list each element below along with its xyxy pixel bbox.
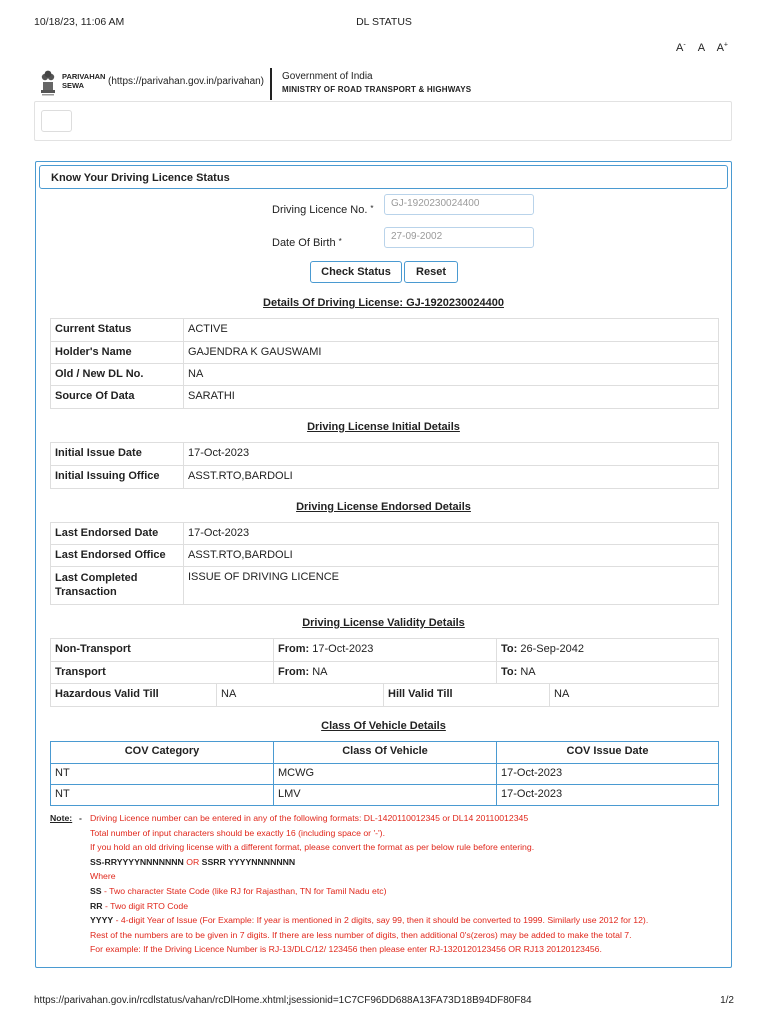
table-cell: NT (51, 785, 274, 806)
font-decrease-button[interactable] (676, 42, 686, 54)
format-or: OR (183, 856, 202, 867)
detail-value: 17-Oct-2023 (184, 443, 719, 466)
government-label: Government of India (282, 71, 373, 82)
note-line (90, 913, 720, 928)
table-row (51, 342, 719, 364)
detail-value: NA (184, 364, 719, 386)
national-emblem-icon (38, 68, 58, 96)
table-row (51, 639, 719, 662)
table-row (51, 567, 719, 605)
note-line (90, 899, 720, 914)
detail-value: ISSUE OF DRIVING LICENCE (184, 567, 719, 605)
details-title: Details Of Driving License: GJ-1920230024400 (263, 297, 504, 309)
endorsed-details-title: Driving License Endorsed Details (296, 501, 471, 513)
format-b: SSRR YYYYNNNNNNN (201, 856, 296, 867)
print-title: DL STATUS (356, 16, 412, 28)
menu-toggle-button[interactable] (41, 110, 72, 132)
validity-from (274, 662, 497, 684)
dl-number-input[interactable]: GJ-1920230024400 (384, 194, 534, 215)
detail-key: Source Of Data (51, 386, 184, 409)
reset-button[interactable]: Reset (404, 261, 458, 283)
dl-number-label-text: Driving Licence No. (272, 204, 368, 216)
from-value: 17-Oct-2023 (312, 643, 374, 655)
font-decrease-sup: - (683, 41, 686, 48)
detail-value: ACTIVE (184, 319, 719, 342)
to-label: To: (501, 643, 518, 655)
hazardous-value: NA (217, 684, 384, 707)
hazard-hill-table (50, 683, 719, 707)
detail-key: Last Endorsed Date (51, 523, 184, 545)
font-increase-sup: + (723, 41, 728, 48)
detail-key: Current Status (51, 319, 184, 342)
validity-key: Transport (51, 662, 274, 684)
validity-table (50, 638, 719, 684)
detail-value: ASST.RTO,BARDOLI (184, 545, 719, 567)
table-row (51, 662, 719, 684)
detail-key: Initial Issue Date (51, 443, 184, 466)
detail-value: GAJENDRA K GAUSWAMI (184, 342, 719, 364)
column-header: Class Of Vehicle (274, 742, 497, 764)
hazardous-label: Hazardous Valid Till (51, 684, 217, 707)
font-size-controls (667, 41, 728, 54)
initial-details-table (50, 442, 719, 489)
to-value: NA (520, 666, 536, 678)
table-header-row (51, 742, 719, 764)
table-cell: 17-Oct-2023 (497, 764, 719, 785)
validity-from (274, 639, 497, 662)
note-line: For example: If the Driving Licence Number is RJ-13/DLC/12/ 123456 then please enter RJ-1320120123456 OR RJ13 20120123456. (90, 944, 602, 955)
note-line (90, 884, 720, 899)
initial-details-title: Driving License Initial Details (307, 421, 460, 433)
detail-value: 17-Oct-2023 (184, 523, 719, 545)
from-label: From: (278, 666, 310, 678)
note-lines (90, 811, 720, 957)
detail-key: Last Endorsed Office (51, 545, 184, 567)
note-line: Total number of input characters should be exactly 16 (including space or '-'). (90, 827, 385, 838)
font-increase-button[interactable] (717, 42, 728, 54)
note-key: RR (90, 900, 103, 911)
table-row (51, 684, 719, 707)
note-key: YYYY (90, 915, 114, 926)
dl-number-label (272, 204, 374, 216)
validity-key: Non-Transport (51, 639, 274, 662)
font-normal-button[interactable]: A (697, 41, 705, 54)
note-desc: - 4-digit Year of Issue (For Example: If year is mentioned in 2 digits, say 99, then it should be converted to 1999. Similarly use 2012 for 12). (113, 915, 649, 926)
note-label: Note: (50, 813, 73, 823)
detail-key: Holder's Name (51, 342, 184, 364)
format-a: SS-RRYYYYNNNNNNN (90, 856, 184, 867)
dob-label (272, 237, 342, 249)
table-cell: LMV (274, 785, 497, 806)
table-row (51, 764, 719, 785)
table-cell: 17-Oct-2023 (497, 785, 719, 806)
hill-label: Hill Valid Till (384, 684, 550, 707)
to-value: 26-Sep-2042 (520, 643, 584, 655)
from-value: NA (312, 666, 328, 678)
detail-key: Last Completed Transaction (51, 567, 184, 605)
endorsed-details-table (50, 522, 719, 605)
validity-details-title: Driving License Validity Details (302, 617, 465, 629)
print-footer (34, 995, 734, 1006)
navigation-bar (34, 101, 732, 141)
details-table (50, 318, 719, 409)
brand-divider (270, 68, 272, 100)
detail-key: Initial Issuing Office (51, 466, 184, 489)
print-datetime: 10/18/23, 11:06 AM (34, 16, 125, 28)
detail-value: ASST.RTO,BARDOLI (184, 466, 719, 489)
note-desc: - Two character State Code (like RJ for Rajasthan, TN for Tamil Nadu etc) (101, 885, 387, 896)
table-row (51, 319, 719, 342)
note-desc: - Two digit RTO Code (102, 900, 189, 911)
note-format-line (90, 855, 720, 870)
footer-url: https://parivahan.gov.in/rcdlstatus/vahan/rcDlHome.xhtml;jsessionid=1C7CF96DD688A13FA73D18B94DF80F84 (34, 995, 532, 1006)
table-row (51, 545, 719, 567)
to-label: To: (501, 666, 518, 678)
check-status-button[interactable]: Check Status (310, 261, 402, 283)
detail-value: SARATHI (184, 386, 719, 409)
font-increase-label: A (716, 41, 724, 54)
dob-label-text: Date Of Birth (272, 237, 336, 249)
note-line: Driving Licence number can be entered in any of the following formats: DL-1420110012345 or DL14 20110012345 (90, 813, 529, 823)
ministry-label: MINISTRY OF ROAD TRANSPORT & HIGHWAYS (282, 85, 472, 94)
cov-table (50, 741, 719, 806)
table-row (51, 364, 719, 386)
required-mark: * (338, 237, 342, 246)
note-dash: - (79, 813, 82, 823)
cov-details-title: Class Of Vehicle Details (321, 720, 446, 732)
logo-line-1: PARIVAHAN (62, 72, 106, 81)
detail-key: Old / New DL No. (51, 364, 184, 386)
table-cell: NT (51, 764, 274, 785)
note-line: Where (90, 871, 116, 882)
parivahan-logo-text[interactable] (62, 72, 105, 90)
from-label: From: (278, 643, 310, 655)
note-line: Rest of the numbers are to be given in 7 digits. If there are less number of digits, then additional 0's(zeros) may be added to make the total 7. (90, 929, 632, 940)
note-key: SS (90, 885, 102, 896)
table-row (51, 443, 719, 466)
hill-value: NA (550, 684, 719, 707)
table-row (51, 523, 719, 545)
column-header: COV Issue Date (497, 742, 719, 764)
validity-to (497, 662, 719, 684)
table-cell: MCWG (274, 764, 497, 785)
site-branding (38, 68, 498, 102)
column-header: COV Category (51, 742, 274, 764)
table-row (51, 466, 719, 489)
dob-input[interactable]: 27-09-2002 (384, 227, 534, 248)
parivahan-url-link[interactable]: (https://parivahan.gov.in/parivahan) (108, 76, 265, 87)
table-row (51, 785, 719, 806)
validity-to (497, 639, 719, 662)
note-line: If you hold an old driving license with a different format, please convert the format as per below rule before entering. (90, 842, 535, 853)
logo-line-2: SEWA (62, 81, 85, 90)
page-number: 1/2 (720, 995, 734, 1006)
font-decrease-label: A (676, 41, 684, 54)
panel-title: Know Your Driving Licence Status (39, 165, 728, 189)
required-mark: * (370, 204, 374, 213)
table-row (51, 386, 719, 409)
